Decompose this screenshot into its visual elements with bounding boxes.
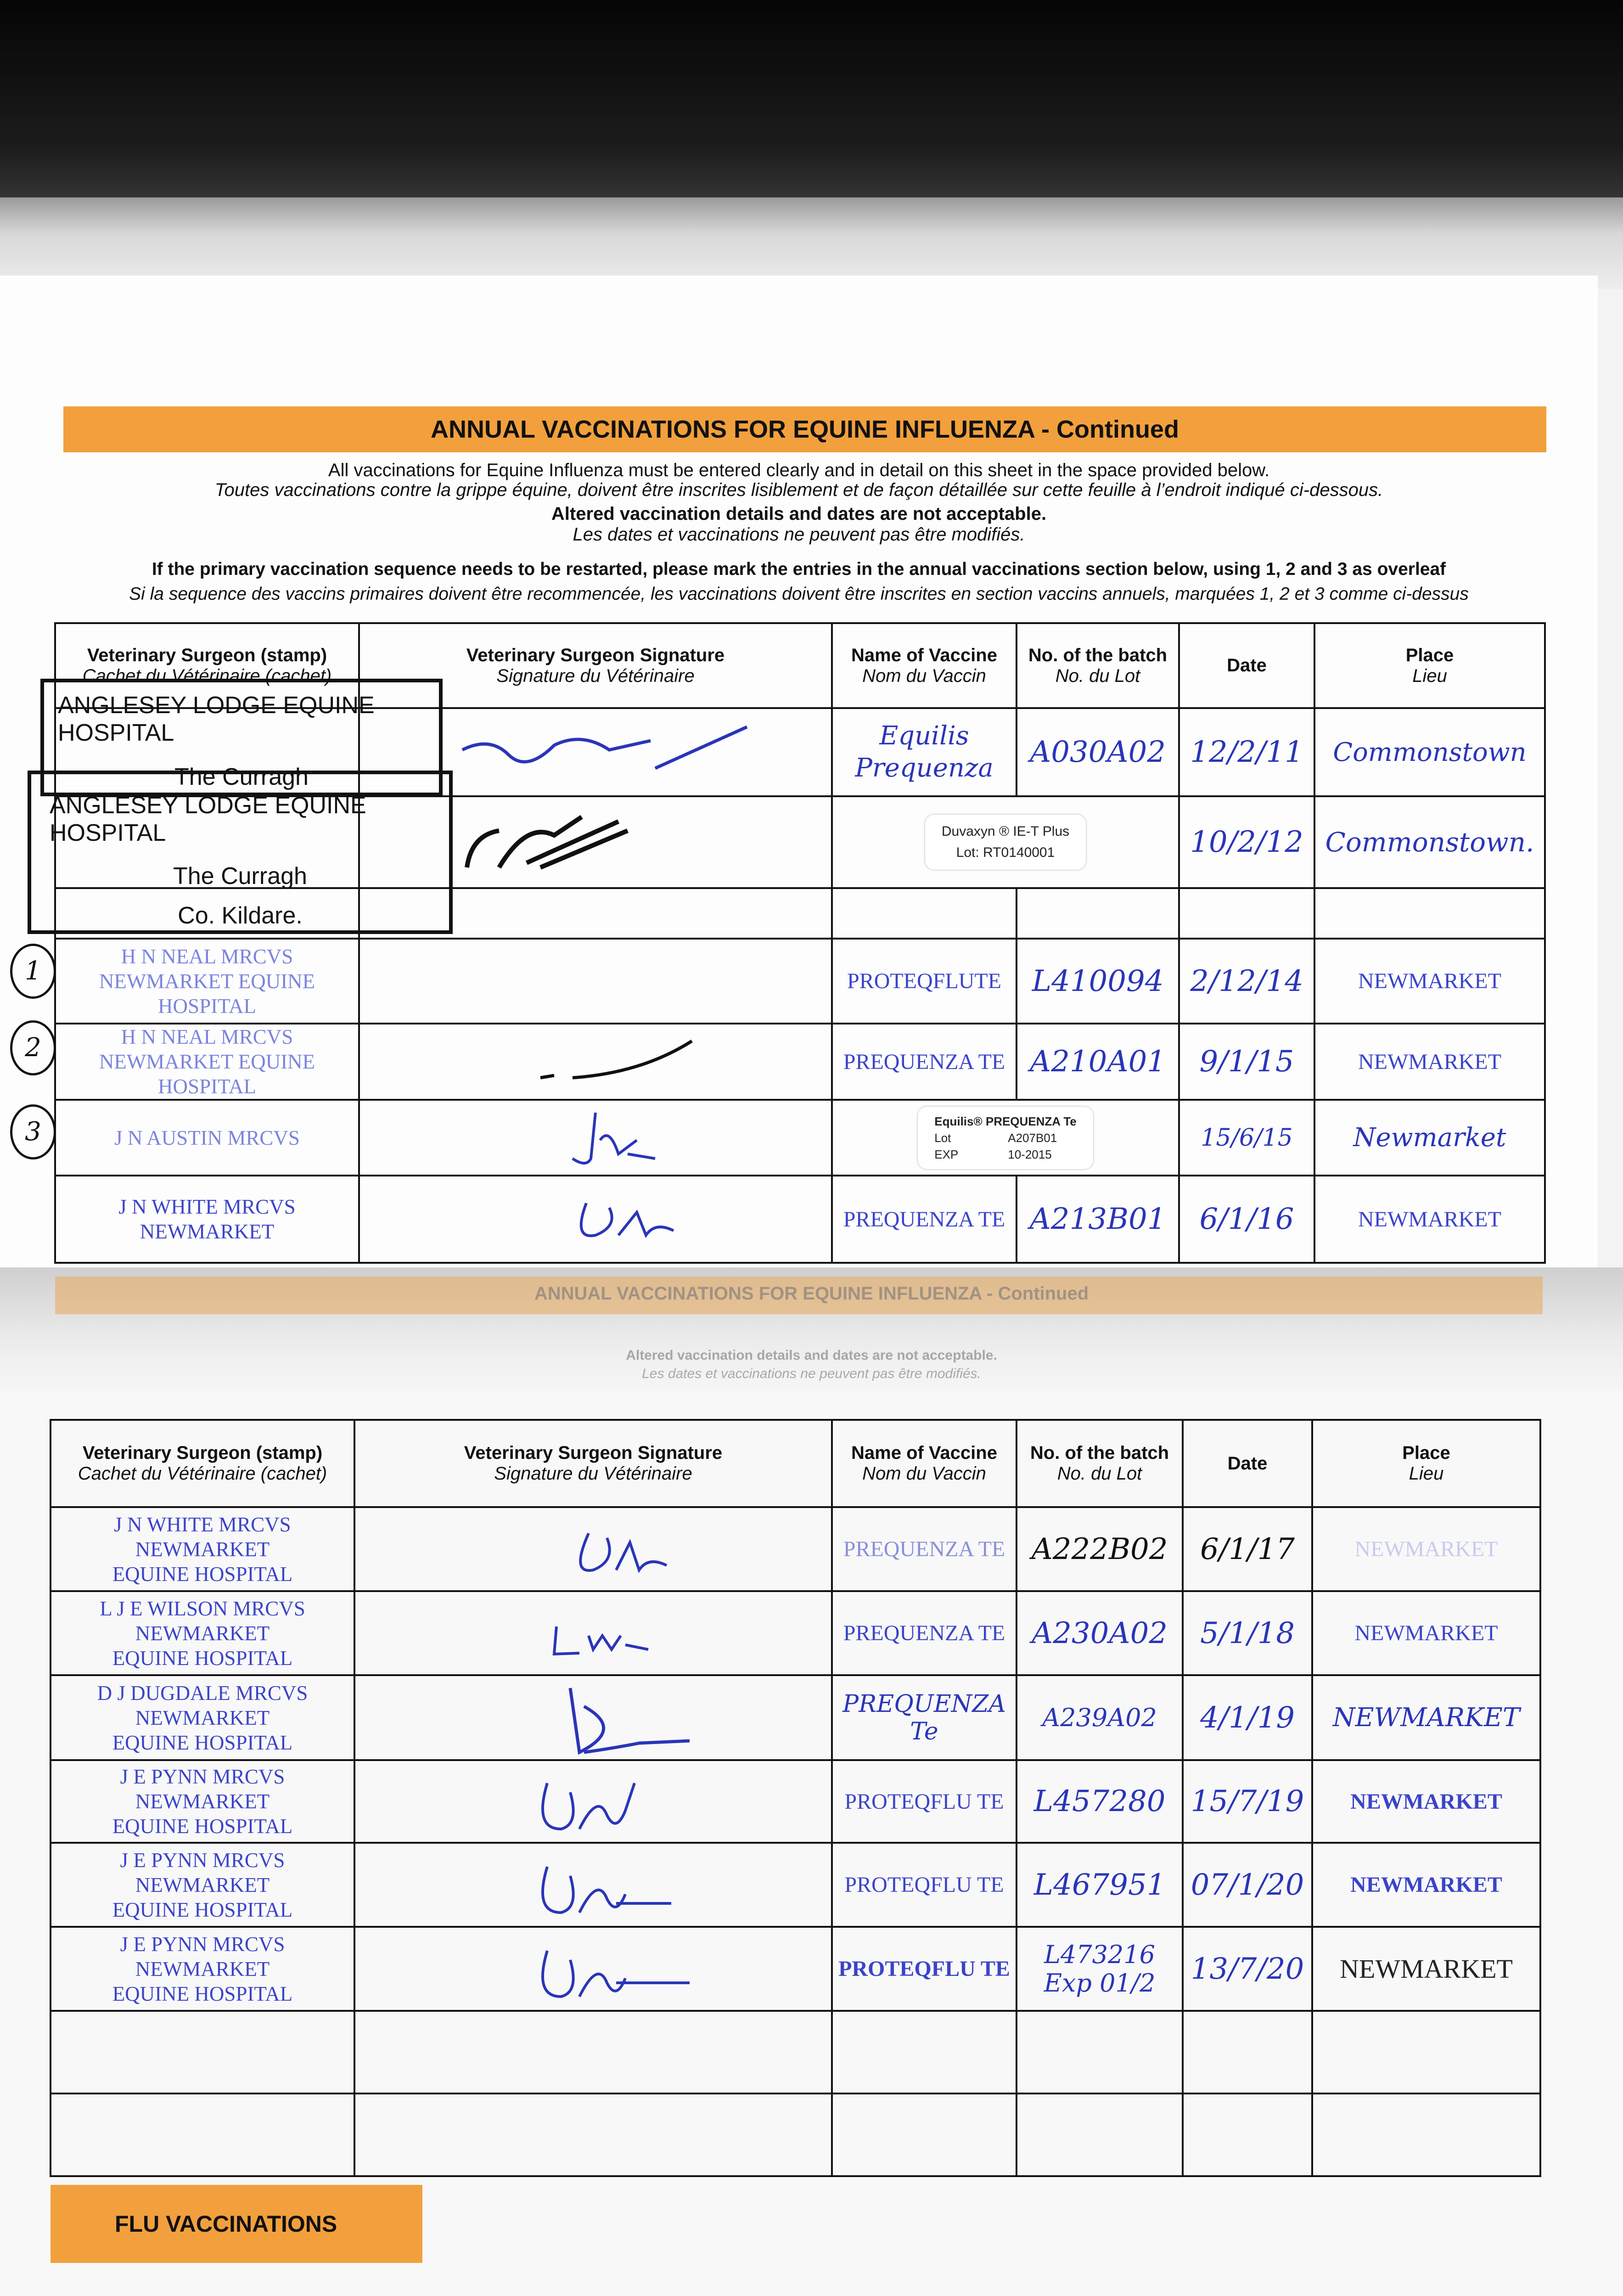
- vaccination-place: Commonstown.: [1314, 796, 1545, 888]
- signature-cell: [354, 1507, 832, 1591]
- table-row: [55, 1176, 1545, 1263]
- vaccine-name: PREQUENZA TE: [832, 1591, 1016, 1675]
- vet-stamp: L J E WILSON MRCVS NEWMARKET EQUINE HOSPITAL: [51, 1591, 354, 1675]
- empty-cell: [51, 2093, 354, 2176]
- signature-image: [435, 718, 756, 787]
- vaccination-place: NEWMARKET: [1312, 1591, 1540, 1675]
- header-place: Place Lieu: [1312, 1420, 1540, 1507]
- vaccination-date: 12/2/11: [1179, 708, 1314, 796]
- batch-number: L467951: [1016, 1843, 1183, 1927]
- table-row: [51, 1843, 1540, 1927]
- vaccination-date: 15/6/15: [1179, 1100, 1314, 1176]
- empty-cell: [51, 2011, 354, 2093]
- signature-image: [432, 1515, 754, 1584]
- empty-cell: [1312, 2093, 1540, 2176]
- table-row: [51, 1675, 1540, 1760]
- vaccine-name: PROTEQFLUTE: [832, 939, 1016, 1024]
- vaccine-label-sticker: Duvaxyn ® IE-T Plus Lot: RT0140001: [925, 815, 1086, 870]
- signature-image: [432, 1765, 754, 1838]
- vaccination-date: 6/1/16: [1179, 1176, 1314, 1263]
- vaccination-place: NEWMARKET: [1312, 1507, 1540, 1591]
- vaccination-place: NEWMARKET: [1312, 1760, 1540, 1843]
- vaccine-name: PREQUENZA TE: [832, 1507, 1016, 1591]
- header-signature: Veterinary Surgeon Signature Signature du Vétérinaire: [354, 1420, 832, 1507]
- batch-number: A030A02: [1016, 708, 1179, 796]
- batch-number: A239A02: [1016, 1675, 1183, 1760]
- vaccine-label-sticker: Equilis® PREQUENZA Te Lot A207B01 EXP 10-2015: [918, 1107, 1093, 1169]
- vaccine-name: PROTEQFLU TE: [832, 1760, 1016, 1843]
- stamp-line: Co. Kildare.: [178, 902, 303, 929]
- empty-cell: [354, 2093, 832, 2176]
- empty-cell: [1016, 888, 1179, 939]
- signature-cell: [359, 1100, 832, 1176]
- page-title: ANNUAL VACCINATIONS FOR EQUINE INFLUENZA - Continued: [431, 416, 1179, 443]
- signature-cell: [354, 1843, 832, 1927]
- footer-label: FLU VACCINATIONS: [115, 2211, 337, 2237]
- vet-stamp: H N NEAL MRCVS NEWMARKET EQUINE HOSPITAL: [55, 939, 359, 1024]
- stamp-line: ANGLESEY LODGE EQUINE HOSPITAL: [50, 792, 366, 846]
- intro-french: Toutes vaccinations contre la grippe équine, doivent être inscrites lisiblement et de façon détaillée sur cette feuille à l’endroit indiqué ci-dessous.: [214, 480, 1383, 500]
- vaccination-place: NEWMARKET: [1314, 1024, 1545, 1100]
- header-signature: Veterinary Surgeon Signature Signature du Vétérinaire: [359, 623, 832, 708]
- signature-image: [432, 1679, 754, 1757]
- empty-cell: [354, 2011, 832, 2093]
- altered-notice-english: Altered vaccination details and dates are not acceptable.: [551, 504, 1047, 524]
- batch-number: L457280: [1016, 1760, 1183, 1843]
- sequence-mark-2: 2: [10, 1020, 56, 1075]
- page-fold: [0, 1267, 1623, 1391]
- vet-stamp: J E PYNN MRCVS NEWMARKET EQUINE HOSPITAL: [51, 1927, 354, 2011]
- vaccination-place: Commonstown: [1314, 708, 1545, 796]
- vaccine-name: PROTEQFLU TE: [832, 1843, 1016, 1927]
- vaccination-place: NEWMARKET: [1314, 939, 1545, 1024]
- vet-stamp: J E PYNN MRCVS NEWMARKET EQUINE HOSPITAL: [51, 1760, 354, 1843]
- vaccination-date: 2/12/14: [1179, 939, 1314, 1024]
- table-row: [55, 939, 1545, 1024]
- table-row: [55, 1100, 1545, 1176]
- vaccination-date: 9/1/15: [1179, 1024, 1314, 1100]
- vet-stamp: J E PYNN MRCVS NEWMARKET EQUINE HOSPITAL: [51, 1843, 354, 1927]
- vaccine-label-cell: [832, 1100, 1179, 1176]
- vaccination-date: 5/1/18: [1183, 1591, 1312, 1675]
- lower-vaccination-table: [50, 1419, 1541, 2177]
- signature-cell: [354, 1760, 832, 1843]
- sequence-mark-1: 1: [10, 944, 56, 999]
- signature-cell: [359, 1176, 832, 1263]
- header-stamp: Veterinary Surgeon (stamp) Cachet du Vétérinaire (cachet): [55, 623, 359, 708]
- signature-cell: [359, 939, 832, 1024]
- footer-tab: [51, 2185, 422, 2263]
- vaccination-date: 07/1/20: [1183, 1843, 1312, 1927]
- restart-notice-english: If the primary vaccination sequence needs to be restarted, please mark the entries in the annual vaccinations section below, using 1, 2 and 3 as overleaf: [152, 559, 1446, 579]
- header-batch: No. of the batch No. du Lot: [1016, 623, 1179, 708]
- stamp-line: The Curragh: [173, 863, 307, 889]
- table-row: [51, 1760, 1540, 1843]
- stamp-line: ANGLESEY LODGE EQUINE HOSPITAL: [58, 692, 375, 746]
- vaccine-name: PREQUENZA TE: [832, 1176, 1016, 1263]
- vaccine-name: PREQUENZA TE: [832, 1024, 1016, 1100]
- signature-image: [435, 1185, 756, 1254]
- anglesey-stamp-2: [28, 771, 453, 934]
- vet-stamp: H N NEAL MRCVS NEWMARKET EQUINE HOSPITAL: [55, 1024, 359, 1100]
- vaccine-label-cell: [832, 796, 1179, 888]
- stamp-line: The Curragh: [174, 764, 309, 790]
- sequence-mark-3: 3: [10, 1104, 56, 1159]
- header-date: Date: [1179, 623, 1314, 708]
- table-row: [51, 2093, 1540, 2176]
- empty-cell: [832, 2093, 1016, 2176]
- batch-number: A213B01: [1016, 1176, 1179, 1263]
- empty-cell: [832, 888, 1016, 939]
- empty-cell: [1312, 2011, 1540, 2093]
- vaccination-place: NEWMARKET: [1312, 1927, 1540, 2011]
- batch-number: L473216: [1044, 1940, 1155, 1969]
- header-stamp: Veterinary Surgeon (stamp) Cachet du Vétérinaire (cachet): [51, 1420, 354, 1507]
- empty-cell: [1183, 2011, 1312, 2093]
- batch-expiry: Exp 01/2: [1044, 1968, 1156, 1998]
- vet-stamp: D J DUGDALE MRCVS NEWMARKET EQUINE HOSPITAL: [51, 1675, 354, 1760]
- ghost-banner-text: ANNUAL VACCINATIONS FOR EQUINE INFLUENZA - Continued: [534, 1283, 1089, 1304]
- empty-cell: [1016, 2093, 1183, 2176]
- vet-stamp: J N AUSTIN MRCVS: [55, 1100, 359, 1176]
- table-row: [51, 1591, 1540, 1675]
- signature-cell: [354, 1927, 832, 2011]
- signature-image: [435, 1027, 756, 1096]
- header-batch: No. of the batch No. du Lot: [1016, 1420, 1183, 1507]
- vaccination-date: 6/1/17: [1183, 1507, 1312, 1591]
- vaccination-place: NEWMARKET: [1312, 1675, 1540, 1760]
- ghost-altered-fr: Les dates et vaccinations ne peuvent pas être modifiés.: [642, 1366, 981, 1381]
- altered-notice-french: Les dates et vaccinations ne peuvent pas être modifiés.: [573, 524, 1025, 545]
- batch-number: L410094: [1016, 939, 1179, 1024]
- empty-cell: [832, 2011, 1016, 2093]
- batch-number-cell: [1016, 1927, 1183, 2011]
- signature-image: [432, 1932, 754, 2006]
- vaccine-name: Equilis Prequenza: [832, 708, 1016, 796]
- restart-notice-french: Si la sequence des vaccins primaires doivent être recommencée, les vaccinations doivent être inscrites en section vaccins annuels, marquées 1, 2 et 3 comme ci-dessus: [129, 584, 1469, 604]
- signature-cell: [354, 1591, 832, 1675]
- table-row: [51, 1927, 1540, 2011]
- batch-number: A230A02: [1016, 1591, 1183, 1675]
- vaccine-name: PREQUENZA Te: [832, 1675, 1016, 1760]
- ghost-altered-en: Altered vaccination details and dates are not acceptable.: [626, 1348, 997, 1363]
- vaccination-date: 10/2/12: [1179, 796, 1314, 888]
- table-row: [51, 2011, 1540, 2093]
- vaccination-date: 4/1/19: [1183, 1675, 1312, 1760]
- header-vaccine: Name of Vaccine Nom du Vaccin: [832, 623, 1016, 708]
- header-place: Place Lieu: [1314, 623, 1545, 708]
- signature-image: [435, 1103, 756, 1172]
- vaccine-name: PROTEQFLU TE: [832, 1927, 1016, 2011]
- vaccination-place: Newmarket: [1314, 1100, 1545, 1176]
- signature-image: [432, 1599, 754, 1668]
- empty-cell: [1314, 888, 1545, 939]
- batch-number: A210A01: [1016, 1024, 1179, 1100]
- table-row: [51, 1507, 1540, 1591]
- vaccination-date: 13/7/20: [1183, 1927, 1312, 2011]
- vaccination-place: NEWMARKET: [1312, 1843, 1540, 1927]
- empty-cell: [1183, 2093, 1312, 2176]
- page-title-banner: [63, 406, 1546, 452]
- signature-image: [435, 803, 756, 881]
- signature-image: [432, 1848, 754, 1922]
- vet-stamp: J N WHITE MRCVS NEWMARKET: [55, 1176, 359, 1263]
- table-row: [55, 1024, 1545, 1100]
- scan-top-background: [0, 0, 1623, 211]
- header-vaccine: Name of Vaccine Nom du Vaccin: [832, 1420, 1016, 1507]
- intro-english: All vaccinations for Equine Influenza must be entered clearly and in detail on this sheet in the space provided below.: [328, 460, 1270, 480]
- empty-cell: [1179, 888, 1314, 939]
- vaccination-place: NEWMARKET: [1314, 1176, 1545, 1263]
- signature-cell: [359, 1024, 832, 1100]
- signature-cell: [354, 1675, 832, 1760]
- vaccination-date: 15/7/19: [1183, 1760, 1312, 1843]
- vet-stamp: J N WHITE MRCVS NEWMARKET EQUINE HOSPITAL: [51, 1507, 354, 1591]
- empty-cell: [1016, 2011, 1183, 2093]
- batch-number: A222B02: [1016, 1507, 1183, 1591]
- header-date: Date: [1183, 1420, 1312, 1507]
